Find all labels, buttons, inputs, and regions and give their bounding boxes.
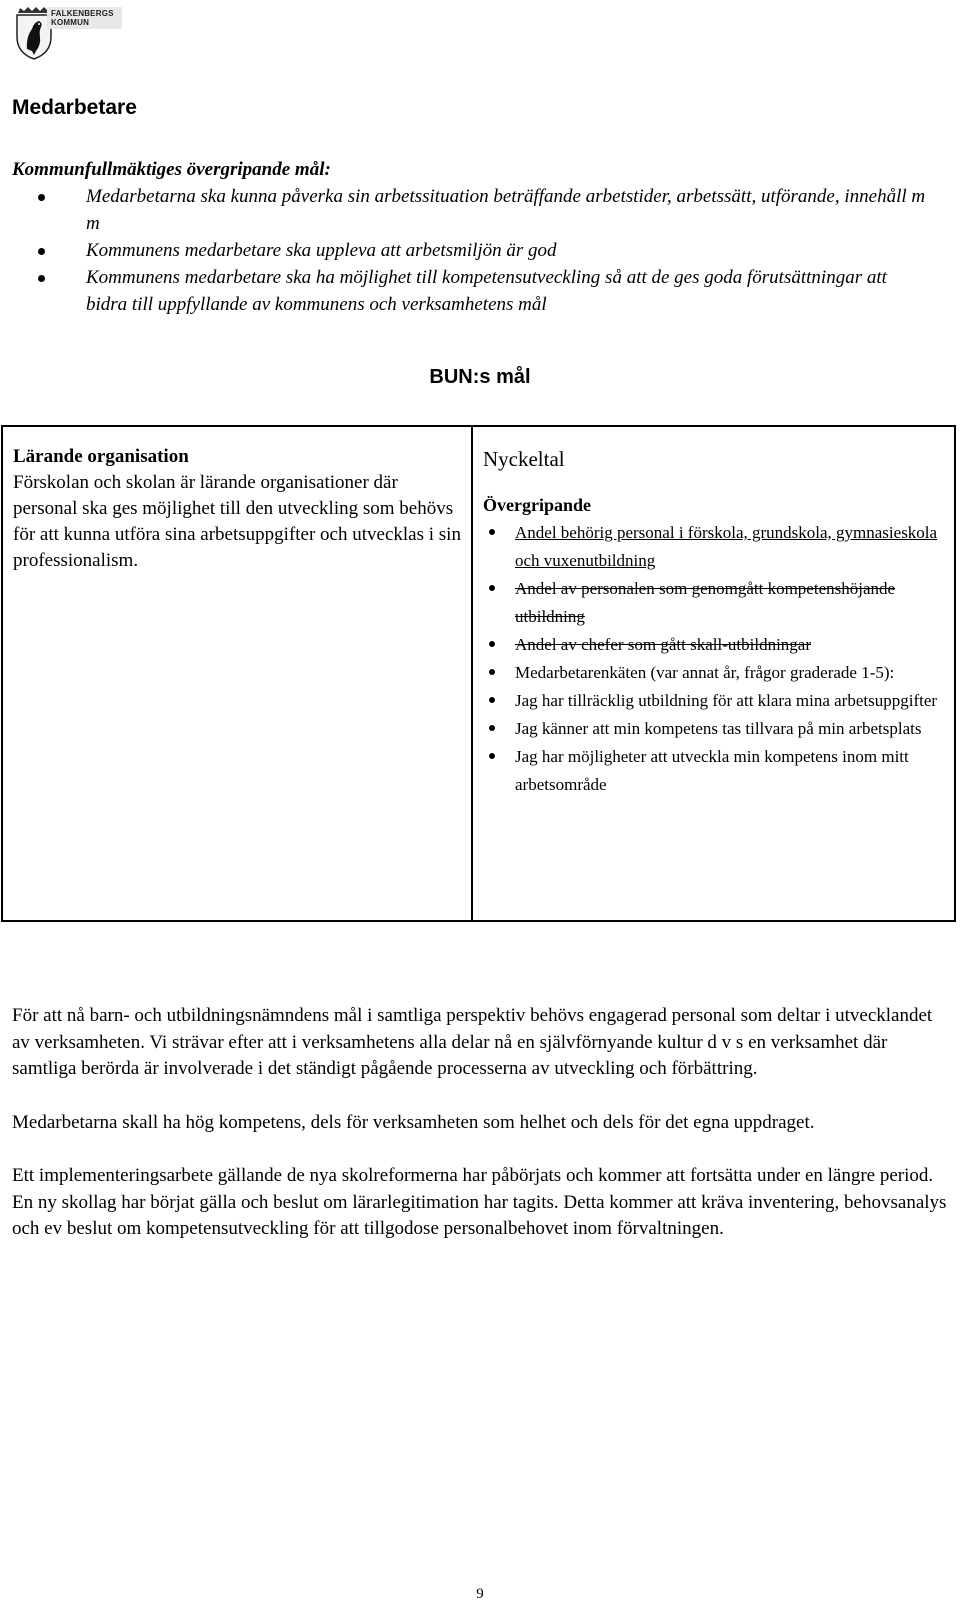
indicator-item xyxy=(483,687,944,715)
indicator-text: Andel av personalen som genomgått kompetenshöjande utbildning xyxy=(515,579,896,626)
council-goal-item: Kommunens medarbetare ska uppleva att arbetsmiljön är god xyxy=(12,237,932,264)
indicators-heading: Nyckeltal xyxy=(483,447,565,471)
indicators-subheading: Övergripande xyxy=(483,495,591,515)
indicator-item xyxy=(483,659,944,687)
section-title: Medarbetare xyxy=(12,96,137,119)
indicators-cell xyxy=(472,426,955,921)
indicator-text: Andel behörig personal i förskola, grundskola, gymnasieskola och vuxenutbildning xyxy=(515,523,938,570)
goal-title: Lärande organisation xyxy=(13,446,189,467)
indicator-item xyxy=(483,715,944,743)
goal-text: Förskolan och skolan är lärande organisationer där personal ska ges möjlighet till den utveckling som behövs för att kunna utföra sina arbetsuppgifter och utvecklas i sin professionalism. xyxy=(13,472,461,571)
indicator-text: Jag känner att min kompetens tas tillvara på min arbetsplats xyxy=(515,719,922,738)
council-goals xyxy=(12,156,932,318)
goal-cell xyxy=(2,426,472,921)
council-goals-list xyxy=(12,183,932,318)
goals-table xyxy=(1,425,956,922)
council-goal-item: Medarbetarna ska kunna påverka sin arbetssituation beträffande arbetstider, arbetssätt, utförande, innehåll m m xyxy=(12,183,932,237)
council-goal-item: Kommunens medarbetare ska ha möjlighet till kompetensutveckling så att de ges goda förutsättningar att bidra till uppfyllande av kommunens och verksamhetens mål xyxy=(12,264,932,318)
indicator-text: Jag har möjligheter att utveckla min kompetens inom mitt arbetsområde xyxy=(515,747,909,794)
indicator-list xyxy=(483,519,944,799)
indicator-item xyxy=(483,519,944,575)
bun-goals-title: BUN:s mål xyxy=(429,366,531,388)
municipality-logo xyxy=(14,5,122,61)
indicator-text: Jag har tillräcklig utbildning för att klara mina arbetsuppgifter xyxy=(515,691,938,710)
logo-text: FALKENBERGS KOMMUN xyxy=(47,7,122,29)
indicator-item xyxy=(483,575,944,631)
paragraph: Medarbetarna skall ha hög kompetens, dels för verksamheten som helhet och dels för det egna uppdraget. xyxy=(12,1111,815,1133)
body-text xyxy=(12,1003,947,1270)
indicator-text: Medarbetarenkäten (var annat år, frågor graderade 1-5): xyxy=(515,663,895,682)
page-number: 9 xyxy=(476,1586,484,1602)
indicator-item xyxy=(483,743,944,799)
paragraph: För att nå barn- och utbildningsnämndens mål i samtliga perspektiv behövs engagerad personal som deltar i utvecklandet av verksamheten. Vi strävar efter att i verksamhetens alla delar nå en självförnyande kultur d v s en verksamhet där samtliga berörda är involverade i det ständigt pågående processerna av utveckling och förbättring. xyxy=(12,1005,933,1079)
council-goals-heading: Kommunfullmäktiges övergripande mål: xyxy=(12,159,331,180)
indicator-item xyxy=(483,631,944,659)
indicator-text: Andel av chefer som gått skall-utbildningar xyxy=(515,635,811,654)
paragraph: Ett implementeringsarbete gällande de nya skolreformerna har påbörjats och kommer att fortsätta under en längre period. En ny skollag har börjat gälla och beslut om lärarlegitimation har tagits. Detta kommer att kräva inventering, behovsanalys och ev beslut om kompetensutveckling för att tillgodose personalbehovet inom förvaltningen. xyxy=(12,1165,947,1239)
